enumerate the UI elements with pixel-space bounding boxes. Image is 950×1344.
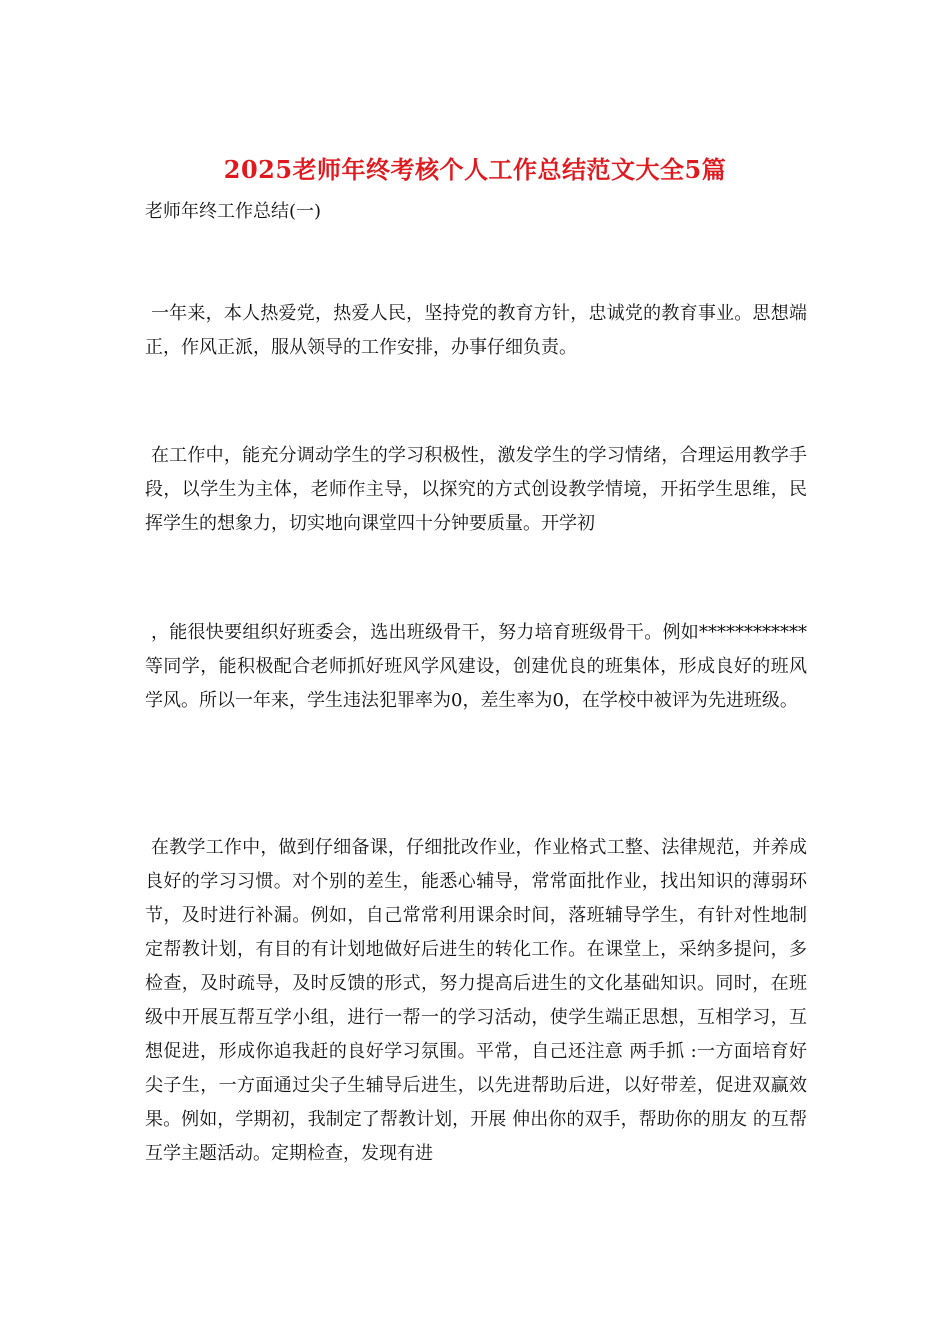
paragraph: ，能很快要组织好班委会，选出班级骨干，努力培育班级骨干。例如************等同学，能积极配合老师抓好班风学风建设，创建优良的班集体，形成良好的班风学风。所以一年来，学生违法犯罪率为0，差生率为0，在学校中被评为先进班级。	[145, 622, 807, 711]
paragraph: 在教学工作中，做到仔细备课，仔细批改作业，作业格式工整、法律规范，并养成良好的学习习惯。对个别的差生，能悉心辅导，常常面批作业，找出知识的薄弱环节，及时进行补漏。例如，自己常常利用课余时间，落班辅导学生，有针对性地制定帮教计划，有目的有计划地做好后进生的转化工作。在课堂上，采纳多提问，多检查，及时疏导，及时反馈的形式，努力提高后进生的文化基础知识。同时，在班级中开展互帮互学小组，进行一帮一的学习活动，使学生端正思想，互相学习，互想促进，形成你追我赶的良好学习氛围。平常，自己还注意 两手抓 :一方面培育好尖子生，一方面通过尖子生辅导后进生，以先进帮助后进，以好带差，促进双赢效果。例如，学期初，我制定了帮教计划，开展 伸出你的双手，帮助你的朋友 的互帮互学主题活动。定期检查，发现有进	[145, 837, 807, 1164]
paragraph: 在工作中，能充分调动学生的学习积极性，激发学生的学习情绪，合理运用教学手段，以学生为主体，老师作主导，以探究的方式创设教学情境，开拓学生思维，民挥学生的想象力，切实地向课堂四十分钟要质量。开学初	[145, 445, 807, 534]
section-heading: 老师年终工作总结(一)	[145, 201, 322, 222]
document-title: 2025老师年终考核个人工作总结范文大全5篇	[223, 155, 727, 184]
paragraph: 一年来，本人热爱党，热爱人民，坚持党的教育方针，忠诚党的教育事业。思想端正，作风正派，服从领导的工作安排，办事仔细负责。	[145, 303, 807, 358]
